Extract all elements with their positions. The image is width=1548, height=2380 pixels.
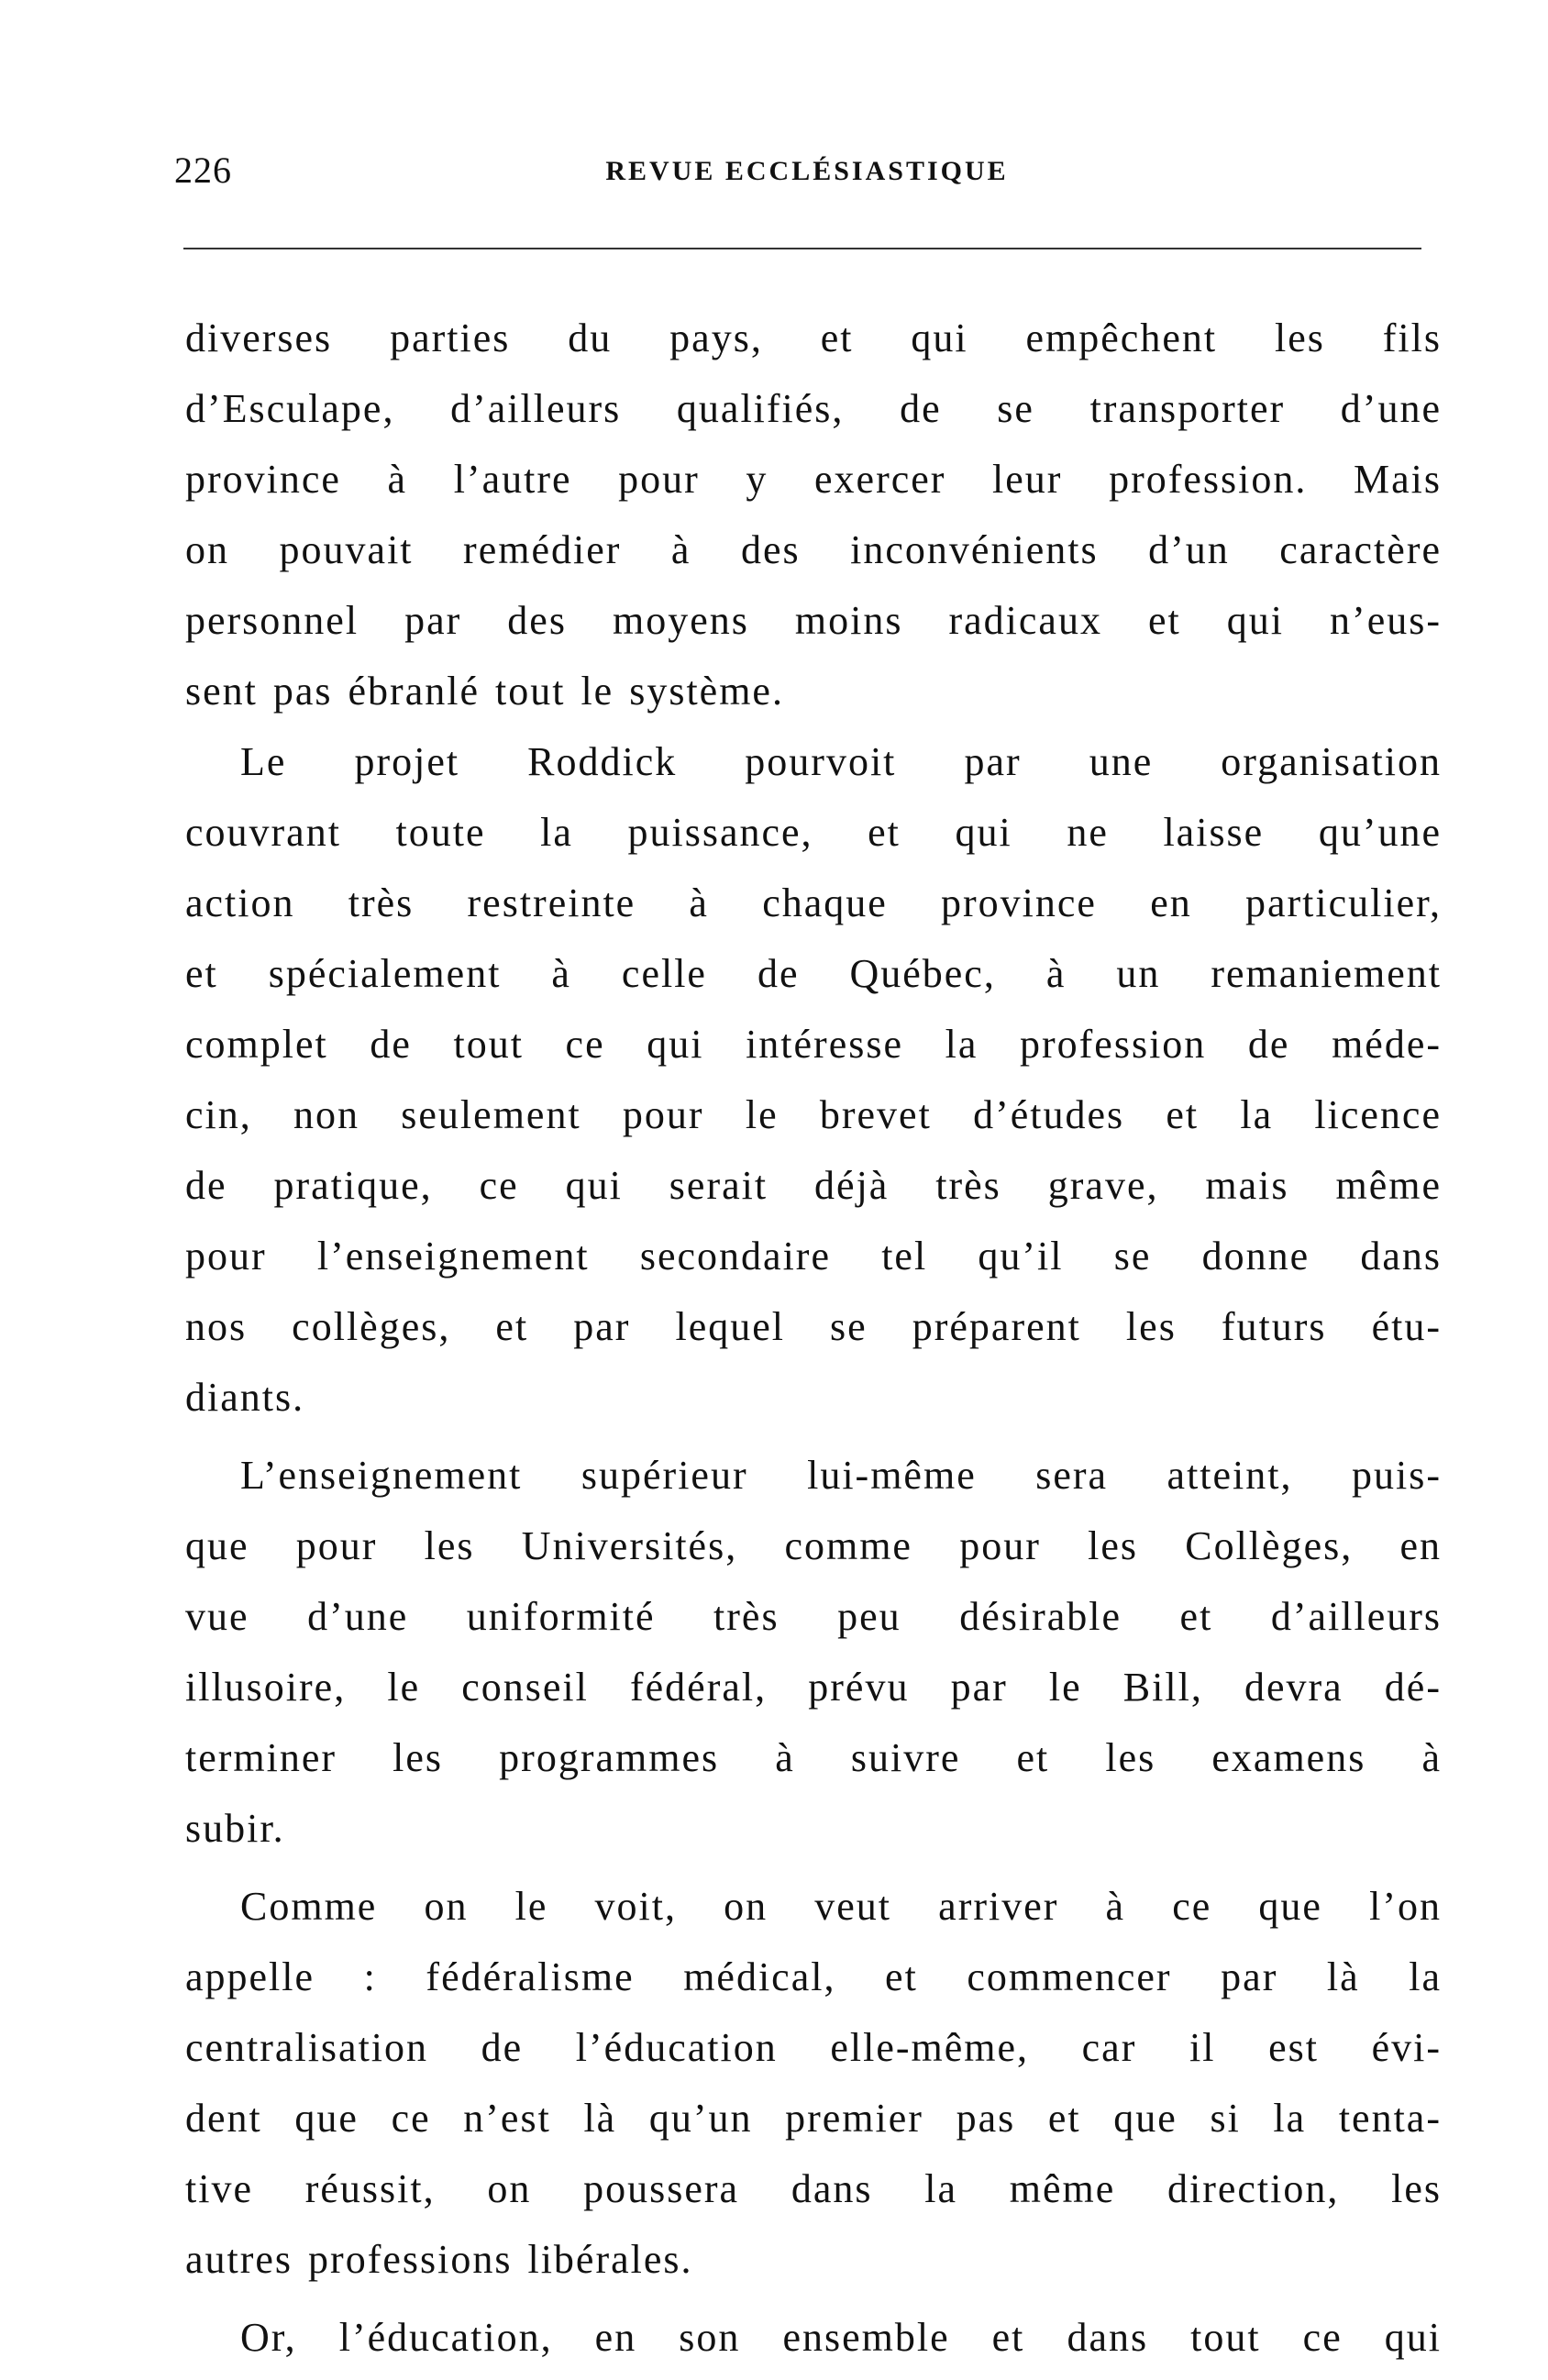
- text-line: tive réussit, on poussera dans la même direction, les: [185, 2166, 1442, 2211]
- text-line: Le projet Roddick pourvoit par une organisation: [240, 739, 1442, 784]
- header-rule: [183, 248, 1421, 249]
- text-line: et spécialement à celle de Québec, à un remaniement: [185, 951, 1442, 996]
- paragraph-3: [185, 1440, 1442, 1864]
- paragraph-gap: [185, 1433, 1442, 1440]
- text-line: action très restreinte à chaque province en particulier,: [185, 880, 1442, 925]
- text-line: sent pas ébranlé tout le système.: [185, 669, 784, 714]
- text-line: pour l’enseignement secondaire tel qu’il se donne dans: [185, 1234, 1442, 1279]
- text-line: dent que ce n’est là qu’un premier pas et que si la tenta-: [185, 2096, 1442, 2141]
- text-line: Comme on le voit, on veut arriver à ce que l’on: [240, 1884, 1442, 1929]
- paragraph-1: [185, 303, 1442, 726]
- body-text: [185, 303, 1442, 2373]
- text-line: on pouvait remédier à des inconvénients d’un caractère: [185, 527, 1442, 572]
- paragraph-gap: [185, 2295, 1442, 2302]
- page-number: 226: [174, 149, 232, 191]
- text-line: vue d’une uniformité très peu désirable et d’ailleurs: [185, 1594, 1442, 1639]
- text-line: diverses parties du pays, et qui empêchent les fils: [185, 315, 1442, 360]
- paragraph-gap: [185, 1864, 1442, 1871]
- text-line: personnel par des moyens moins radicaux et qui n’eus-: [185, 598, 1442, 643]
- text-line: diants.: [185, 1375, 305, 1420]
- text-line: illusoire, le conseil fédéral, prévu par le Bill, devra dé-: [185, 1665, 1442, 1710]
- text-line: subir.: [185, 1806, 285, 1851]
- text-line: couvrant toute la puissance, et qui ne laisse qu’une: [185, 810, 1442, 855]
- text-line: province à l’autre pour y exercer leur profession. Mais: [185, 457, 1442, 502]
- text-line: centralisation de l’éducation elle-même, car il est évi-: [185, 2025, 1442, 2070]
- text-line: L’enseignement supérieur lui-même sera atteint, puis-: [240, 1453, 1442, 1498]
- running-title: REVUE ECCLÉSIASTIQUE: [605, 156, 1009, 186]
- text-line: complet de tout ce qui intéresse la profession de méde-: [185, 1022, 1442, 1067]
- text-line: terminer les programmes à suivre et les examens à: [185, 1735, 1442, 1780]
- text-line: que pour les Universités, comme pour les Collèges, en: [185, 1523, 1442, 1568]
- text-line: appelle : fédéralisme médical, et commencer par là la: [185, 1954, 1442, 1999]
- text-line: d’Esculape, d’ailleurs qualifiés, de se transporter d’une: [185, 386, 1442, 431]
- page-header: [174, 149, 1440, 204]
- paragraph-4: [185, 1871, 1442, 2295]
- text-line: Or, l’éducation, en son ensemble et dans tout ce qui: [240, 2315, 1442, 2360]
- text-line: cin, non seulement pour le brevet d’études et la licence: [185, 1092, 1442, 1137]
- paragraph-2: [185, 726, 1442, 1433]
- text-line: nos collèges, et par lequel se préparent les futurs étu-: [185, 1304, 1442, 1349]
- text-line: autres professions libérales.: [185, 2237, 693, 2282]
- paragraph-5: [185, 2302, 1442, 2373]
- text-line: de pratique, ce qui serait déjà très grave, mais même: [185, 1163, 1442, 1208]
